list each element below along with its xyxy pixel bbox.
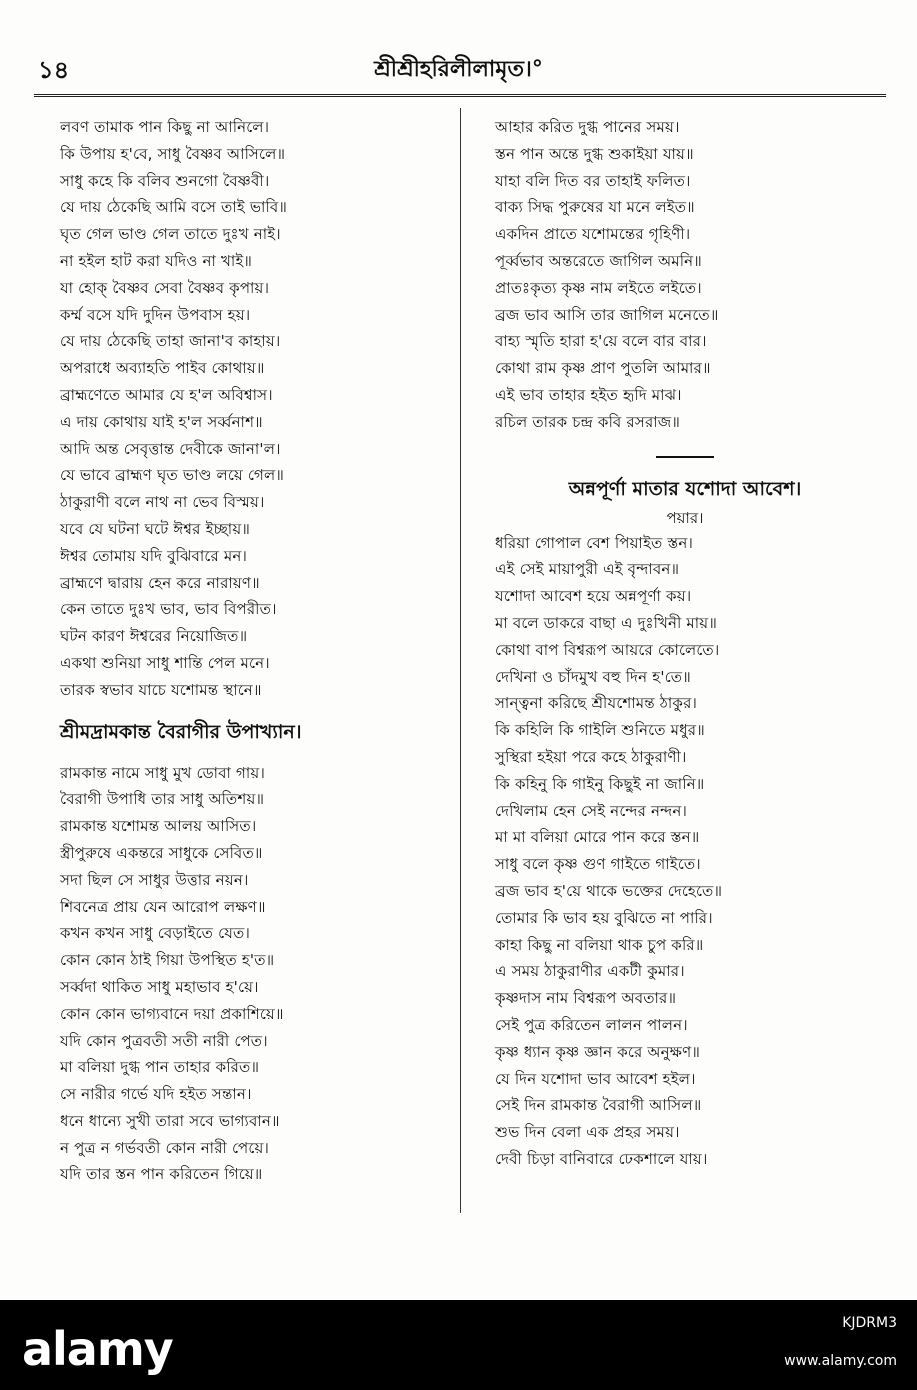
verse-line: তোমার কি ভাব হয় বুঝিতে না পারি।: [495, 908, 713, 927]
verse-line: স্ত্রীপুরুষে একন্তরে সাধুকে সেবিত॥: [60, 843, 263, 862]
verse-line: এই সেই মায়াপুরী এই বৃন্দাবন॥: [495, 560, 680, 579]
verse-line: স্তন পান অন্তে দুগ্ধ শুকাইয়া যায়॥: [495, 144, 694, 163]
verse-line: রামকান্ত নামে সাধু মুখ ডোবা গায়।: [60, 763, 266, 782]
column-divider: [460, 108, 461, 1213]
verse-line: কোন কোন ঠাই গিয়া উপস্থিত হ'ত॥: [60, 951, 275, 970]
verse-line: কৃষ্ণ ধ্যান কৃষ্ণ জ্ঞান করে অনুক্ষণ॥: [495, 1042, 701, 1061]
verse-line: বাক্য সিদ্ধ পুরুষের যা মনে লইত॥: [495, 198, 695, 217]
verse-line: সেই দিন রামকান্ত বৈরাগী আসিল॥: [495, 1096, 702, 1115]
stock-image-id: KJDRM3: [842, 1315, 897, 1331]
verse-line: ঘটন কারণ ঈশ্বরের নিয়োজিত॥: [60, 627, 248, 646]
verse-line: বৈরাগী উপাধি তার সাধু অতিশয়॥: [60, 790, 265, 809]
right-verse-block-1: [495, 114, 875, 436]
verse-line: রচিল তারক চন্দ্র কবি রসরাজ॥: [495, 412, 681, 431]
verse-line: যবে যে ঘটনা ঘটে ঈশ্বর ইচ্ছায়॥: [60, 519, 251, 538]
verse-line: শিবনেত্র প্রায় যেন আরোপ লক্ষণ॥: [60, 897, 266, 916]
left-column: [60, 114, 455, 1188]
verse-line: কখন কখন সাধু বেড়াইতে যেত।: [60, 924, 251, 943]
verse-line: সান্ত্বনা করিছে শ্রীযশোমন্ত ঠাকুর।: [495, 694, 698, 713]
verse-line: পূর্ব্বভাব অন্তরেতে জাগিল অমনি॥: [495, 251, 702, 270]
verse-line: কেন তাতে দুঃখ ভাব, ভাব বিপরীত।: [60, 600, 277, 619]
verse-line: দেখিলাম হেন সেই নন্দের নন্দন।: [495, 801, 688, 820]
verse-line: ধরিয়া গোপাল বেশ পিয়াইত স্তন।: [495, 533, 694, 552]
verse-line: যা হোক্ বৈষ্ণব সেবা বৈষ্ণব কৃপায়।: [60, 278, 270, 297]
verse-line: সুস্থিরা হইয়া পরে কহে ঠাকুরাণী।: [495, 747, 687, 766]
verse-line: একদিন প্রাতে যশোমন্তের গৃহিণী।: [495, 225, 691, 244]
verse-line: শুভ দিন বেলা এক প্রহর সময়।: [495, 1123, 680, 1142]
verse-line: ব্রাহ্মণে দ্বারায় হেন করে নারায়ণ॥: [60, 573, 260, 592]
verse-line: যে দিন যশোদা ভাব আবেশ হইল।: [495, 1069, 696, 1088]
verse-line: কি উপায় হ'বে, সাধু বৈষ্ণব আসিলে॥: [60, 144, 286, 163]
verse-line: কাহা কিছু না বলিয়া থাক চুপ করি॥: [495, 935, 704, 954]
verse-line: সাধু বলে কৃষ্ণ গুণ গাইতে গাইতে।: [495, 855, 701, 874]
verse-line: দেখিনা ও চাঁদমুখ বহু দিন হ'তে॥: [495, 667, 691, 686]
section-heading-right: অন্নপূর্ণা মাতার যশোদা আবেশ।: [568, 477, 802, 500]
verse-line: সে নারীর গর্ভে যদি হইত সন্তান।: [60, 1085, 252, 1104]
verse-line: ঈশ্বর তোমায় যদি বুঝিবারে মন।: [60, 546, 248, 565]
verse-line: কোন কোন ভাগ্যবানে দয়া প্রকাশিয়ে॥: [60, 1004, 284, 1023]
left-verse-block-2: [60, 760, 455, 1189]
verse-line: মা বলে ডাকরে বাছা এ দুঃখিনী মায়॥: [495, 613, 718, 632]
verse-line: প্রাতঃকৃত্য কৃষ্ণ নাম লইতে লইতে।: [495, 278, 702, 297]
stock-logo: alamy: [22, 1322, 173, 1376]
page-header: [0, 48, 917, 88]
verse-line: মা বলিয়া দুগ্ধ পান তাহার করিত॥: [60, 1058, 260, 1077]
verse-line: কর্ম্ম বসে যদি দুদিন উপবাস হয়।: [60, 305, 251, 324]
page-number: ১৪: [38, 56, 70, 84]
sub-heading: পয়ার।: [666, 508, 704, 527]
verse-line: এই ভাব তাহার হইত হৃদি মাঝ।: [495, 385, 682, 404]
verse-line: কি কহিলি কি গাইলি শুনিতে মধুর॥: [495, 721, 705, 740]
verse-line: সদা ছিল সে সাধুর উত্তার নয়ন।: [60, 870, 249, 889]
verse-line: যাহা বলি দিত বর তাহাই ফলিত।: [495, 171, 691, 190]
watermark-bar: [0, 1300, 917, 1390]
verse-line: ঘৃত গেল ভাণ্ড গেল তাতে দুঃখ নাই।: [60, 225, 281, 244]
verse-line: ন পুত্র ন গর্ভবতী কোন নারী পেয়ে।: [60, 1138, 270, 1157]
verse-line: যে ভাবে ব্রাহ্মণ ঘৃত ভাণ্ড লয়ে গেল॥: [60, 466, 285, 485]
verse-line: যশোদা আবেশ হয়ে অন্নপূর্ণা কয়।: [495, 587, 692, 606]
verse-line: বাহ্য স্মৃতি হারা হ'য়ে বলে বার বার।: [495, 332, 707, 351]
verse-line: না হইল হাট করা যদিও না খাই॥: [60, 251, 253, 270]
verse-line: ঠাকুরাণী বলে নাথ না ভেব বিস্ময়।: [60, 493, 265, 512]
verse-line: ব্রজ ভাব হ'য়ে থাকে ভক্তের দেহেতে॥: [495, 881, 723, 900]
right-verse-block-2: [495, 530, 875, 1173]
verse-line: লবণ তামাক পান কিছু না আনিলে।: [60, 118, 270, 136]
verse-line: সাধু কহে কি বলিব শুনগো বৈষ্ণবী।: [60, 171, 270, 190]
verse-line: তারক স্বভাব যাচে যশোমন্ত স্থানে॥: [60, 680, 262, 699]
verse-line: এ সময় ঠাকুরাণীর একটী কুমার।: [495, 962, 685, 981]
verse-line: একথা শুনিয়া সাধু শান্তি পেল মনে।: [60, 653, 270, 672]
section-separator: [656, 456, 714, 458]
verse-line: মা মা বলিয়া মোরে পান করে স্তন॥: [495, 828, 700, 847]
verse-line: রামকান্ত যশোমন্ত আলয় আসিত।: [60, 817, 257, 836]
verse-line: সর্ব্বদা থাকিত সাধু মহাভাব হ'য়ে।: [60, 977, 259, 996]
verse-line: যদি তার স্তন পান করিতেন গিয়ে॥: [60, 1165, 263, 1184]
verse-line: আদি অন্ত সেবৃত্তান্ত দেবীকে জানা'ল।: [60, 439, 281, 458]
verse-line: সেই পুত্র করিতেন লালন পালন।: [495, 1015, 688, 1034]
header-rule: [34, 94, 886, 97]
verse-line: যে দায় ঠেকেছি আমি বসে তাই ভাবি॥: [60, 198, 288, 217]
running-title: শ্রীশ্রীহরিলীলামৃত।°: [374, 57, 543, 82]
verse-line: কি কহিনু কি গাইনু কিছুই না জানি॥: [495, 774, 705, 793]
verse-line: ব্রাহ্মণেতে আমার যে হ'ল অবিশ্বাস।: [60, 385, 273, 404]
verse-line: যদি কোন পুত্রবতী সতী নারী পেত।: [60, 1031, 268, 1050]
verse-line: কৃষ্ণদাস নাম বিশ্বরূপ অবতার॥: [495, 989, 677, 1008]
verse-line: দেবী চিড়া বানিবারে ঢেকশালে যায়।: [495, 1149, 708, 1168]
verse-line: এ দায় কোথায় যাই হ'ল সর্ব্বনাশ॥: [60, 412, 263, 431]
verse-line: কোথা বাপ বিশ্বরূপ আয়রে কোলেতে।: [495, 640, 720, 659]
section-heading-left: শ্রীমদ্রামকান্ত বৈরাগীর উপাখ্যান।: [60, 720, 302, 743]
verse-line: ব্রজ ভাব আসি তার জাগিল মনেতে॥: [495, 305, 719, 324]
stock-url: www.alamy.com: [784, 1353, 897, 1369]
right-column: [495, 114, 875, 1173]
verse-line: কোথা রাম কৃষ্ণ প্রাণ পুতলি আমার॥: [495, 359, 711, 378]
verse-line: আহার করিত দুগ্ধ পানের সময়।: [495, 118, 680, 136]
verse-line: যে দায় ঠেকেছি তাহা জানা'ব কাহায়।: [60, 332, 281, 351]
left-verse-block-1: [60, 114, 455, 704]
verse-line: ধনে ধান্যে সুখী তারা সবে ভাগ্যবান॥: [60, 1111, 280, 1130]
verse-line: অপরাধে অব্যাহতি পাইব কোথায়॥: [60, 359, 265, 378]
